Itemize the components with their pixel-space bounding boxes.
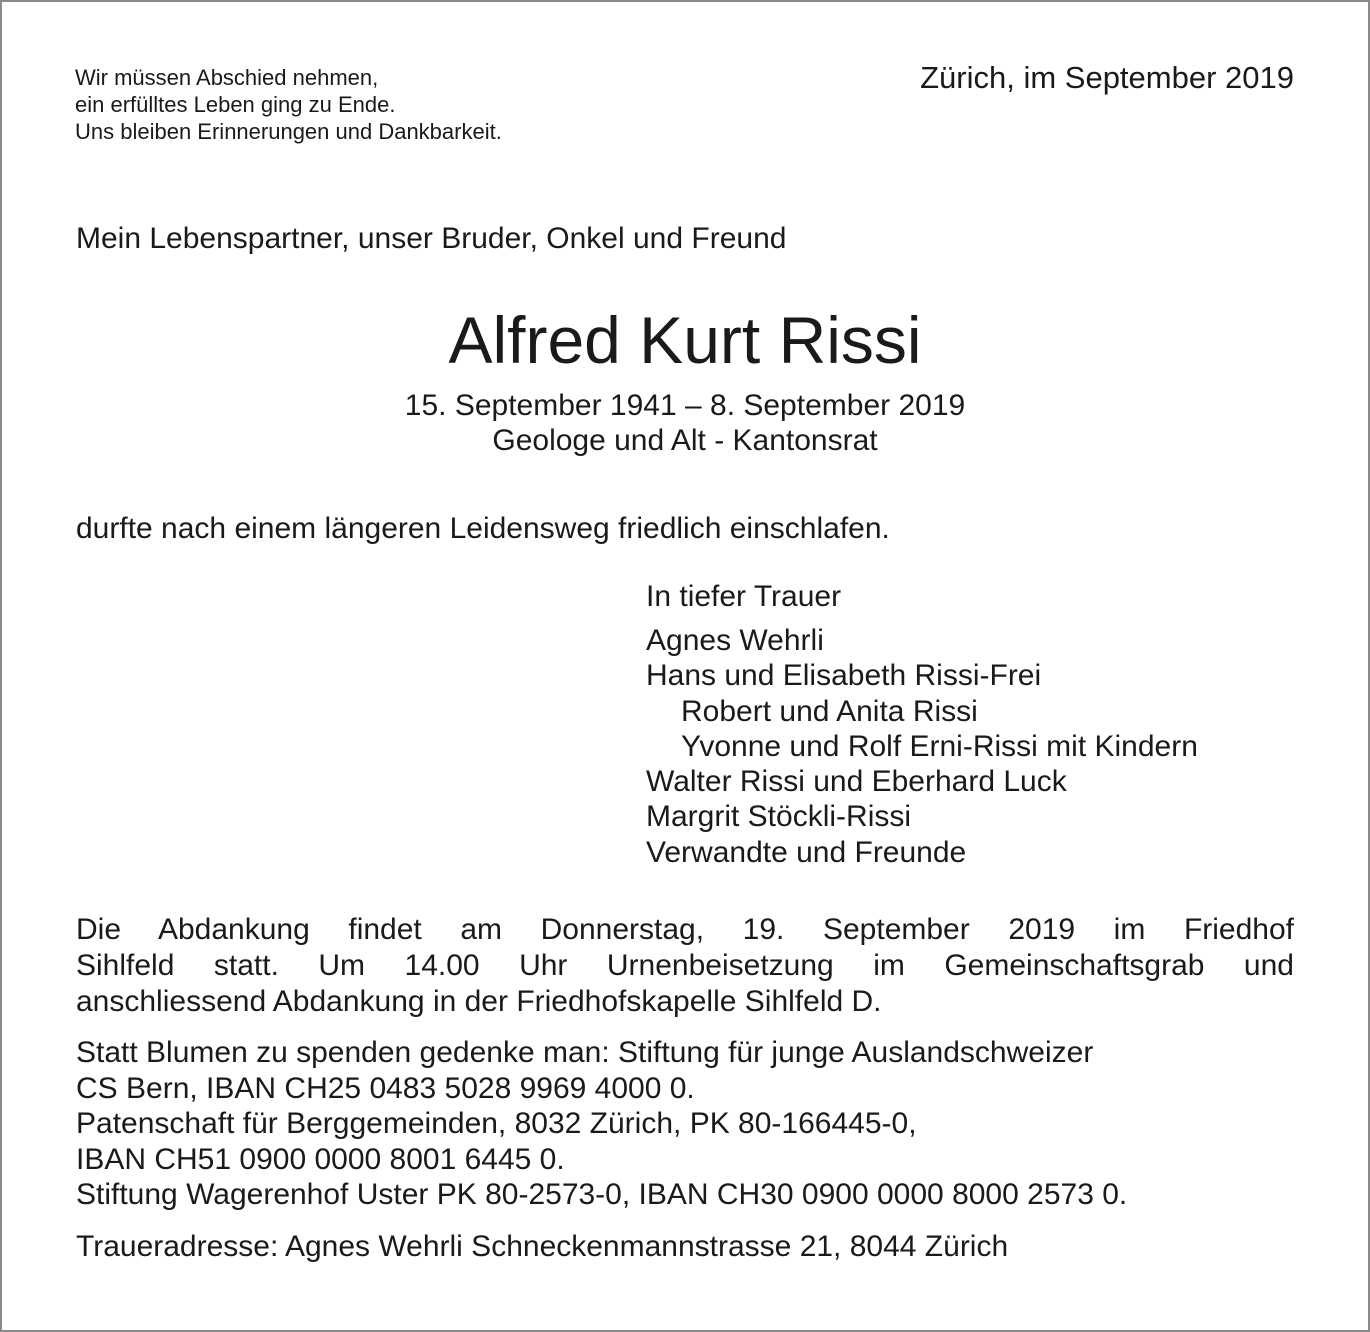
passed-text: durfte nach einem längeren Leidensweg friedlich einschlafen. bbox=[76, 512, 890, 545]
ceremony-notice bbox=[76, 912, 1294, 1020]
mourner: Walter Rissi und Eberhard Luck bbox=[646, 765, 1067, 799]
motto-line: Uns bleiben Erinnerungen und Dankbarkeit. bbox=[75, 119, 502, 144]
ceremony-line: Sihlfeld statt. Um 14.00 Uhr Urnenbeisetzung im Gemeinschaftsgrab und bbox=[76, 949, 1294, 982]
mourner: Robert und Anita Rissi bbox=[681, 694, 978, 728]
donation-line: CS Bern, IBAN CH25 0483 5028 9969 4000 0. bbox=[76, 1071, 695, 1105]
donation-line: Stiftung Wagerenhof Uster PK 80-2573-0, IBAN CH30 0900 0000 8000 2573 0. bbox=[76, 1178, 1128, 1211]
intro-text: Mein Lebenspartner, unser Bruder, Onkel und Freund bbox=[76, 222, 787, 255]
ceremony-line: Die Abdankung findet am Donnerstag, 19. September 2019 im Friedhof bbox=[76, 913, 1294, 946]
ceremony-line: anschliessend Abdankung in der Friedhofskapelle Sihlfeld D. bbox=[76, 985, 882, 1018]
mourner: Yvonne und Rolf Erni-Rissi mit Kindern bbox=[681, 729, 1198, 763]
profession: Geologe und Alt - Kantonsrat bbox=[492, 424, 878, 457]
mourner: Margrit Stöckli-Rissi bbox=[646, 800, 912, 834]
life-dates: 15. September 1941 – 8. September 2019 bbox=[404, 389, 966, 422]
donations-notice bbox=[76, 1035, 1294, 1213]
deceased-name: Alfred Kurt Rissi bbox=[448, 303, 922, 377]
motto bbox=[75, 64, 502, 145]
donation-line: Statt Blumen zu spenden gedenke man: Stiftung für junge Auslandschweizer bbox=[76, 1036, 1094, 1069]
mourner: Verwandte und Freunde bbox=[646, 835, 967, 869]
donation-line: IBAN CH51 0900 0000 8001 6445 0. bbox=[76, 1142, 565, 1176]
mourner: Hans und Elisabeth Rissi-Frei bbox=[646, 659, 1042, 693]
mourners-list bbox=[646, 623, 1198, 870]
mourning-address: Traueradresse: Agnes Wehrli Schneckenmannstrasse 21, 8044 Zürich bbox=[76, 1230, 1009, 1263]
motto-line: ein erfülltes Leben ging zu Ende. bbox=[75, 92, 396, 117]
place-date: Zürich, im September 2019 bbox=[920, 60, 1294, 95]
mourner: Agnes Wehrli bbox=[646, 624, 824, 657]
donation-line: Patenschaft für Berggemeinden, 8032 Zürich, PK 80-166445-0, bbox=[76, 1107, 917, 1140]
motto-line: Wir müssen Abschied nehmen, bbox=[75, 65, 379, 90]
mourning-heading: In tiefer Trauer bbox=[646, 580, 842, 613]
